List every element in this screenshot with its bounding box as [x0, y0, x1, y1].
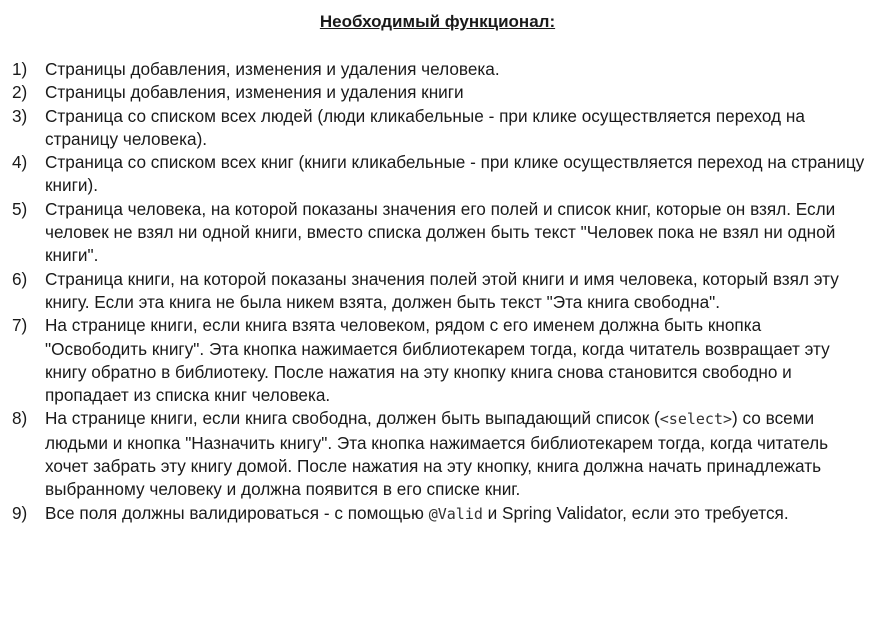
list-item-text: Страница книги, на которой показаны значения полей этой книги и имя человека, который взял эту книгу. Если эта книга не была никем взята, должен быть текст "Эта книга свободна".: [45, 268, 839, 312]
list-item-text-before: На странице книги, если книга свободна, должен быть выпадающий список (: [45, 408, 660, 429]
list-item-number: 3): [12, 105, 28, 126]
list-item-number: 8): [12, 408, 28, 429]
list-item-text-before: Все поля должны валидироваться - с помощью: [45, 502, 429, 523]
list-item-text: Страница человека, на которой показаны значения его полей и список книг, которые он взял. Если человек не взял ни одной книги, вместо списка должен быть текст "Человек пока не взял ни одной книги".: [45, 198, 836, 266]
requirements-list: [0, 58, 875, 526]
list-item-number: 5): [12, 198, 28, 219]
inline-code: <select>: [659, 410, 733, 429]
list-item-number: 1): [12, 59, 28, 79]
list-item-text: На странице книги, если книга взята человеком, рядом с его именем должна быть кнопка "Освободить книгу". Эта кнопка нажимается библиотекарем тогда, когда читатель возвращает эту книгу обратно в библиотеку. После нажатия на эту кнопку книга снова становится свободно и пропадает из списка книг человека.: [45, 315, 830, 406]
list-item-number: 9): [12, 502, 28, 523]
list-item: [0, 151, 875, 198]
list-item-number: 4): [12, 152, 28, 173]
list-item: [0, 81, 875, 104]
list-item: [0, 105, 875, 152]
list-item-text: Страницы добавления, изменения и удаления человека.: [45, 59, 500, 79]
list-item-text: [45, 407, 865, 501]
list-item: [0, 502, 875, 526]
list-item: [0, 58, 875, 81]
inline-code: @Valid: [428, 504, 483, 523]
list-item-text: Страницы добавления, изменения и удаления книги: [45, 82, 464, 103]
list-item-text-after: и Spring Validator, если это требуется.: [482, 502, 789, 523]
list-item: [0, 268, 875, 315]
list-item-text: Страница со списком всех книг (книги кликабельные - при клике осуществляется переход на страницу книги).: [45, 152, 865, 196]
list-item-text: [45, 502, 865, 526]
list-item-number: 6): [12, 268, 28, 289]
list-item: [0, 407, 875, 501]
list-item-text-after: ) со всеми людьми и кнопка "Назначить книгу". Эта кнопка нажимается библиотекарем тогда, когда читатель хочет забрать эту книгу домой. После нажатия на эту кнопку, книга должна начать принадлежать выбранному человеку и должна появится в его списке книг.: [45, 408, 829, 500]
list-item-number: 2): [12, 82, 28, 103]
list-item: [0, 198, 875, 268]
list-item-text: Страница со списком всех людей (люди кликабельные - при клике осуществляется переход на страницу человека).: [45, 105, 805, 149]
list-item-number: 7): [12, 315, 28, 336]
list-item: [0, 314, 875, 407]
page-title: Необходимый функционал:: [319, 12, 556, 31]
